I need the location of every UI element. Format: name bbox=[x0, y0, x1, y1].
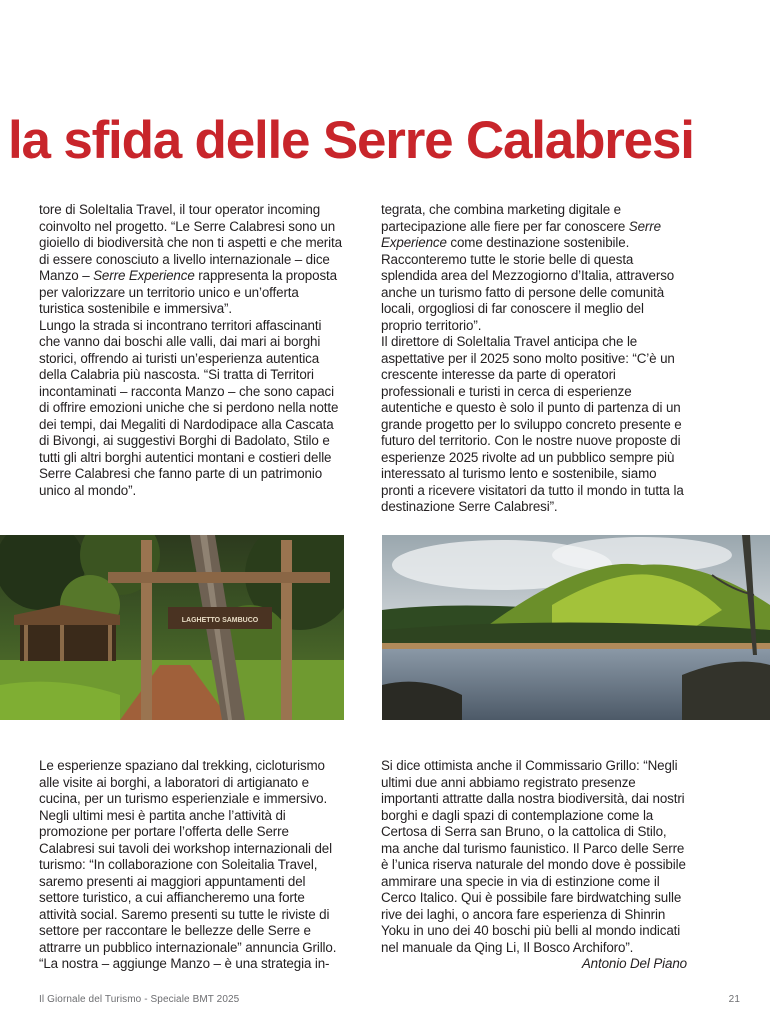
paragraph: Si dice ottimista anche il Commissario Grillo: “Negli ultimi due anni abbiamo registrato presenze importanti attratte dalla nostra biodiversità, dai nostri borghi e dagli spazi di contemplazione come la Certosa di Serra san Bruno, o la cattolica di Stilo, ma anche dal turismo faunistico. Il Parco delle Serre è l’unica riserva naturale del mondo dove è possibile ammirare una specie in via di estinzione come il Cerco Italico. Qui è possibile fare birdwatching sulle rive dei laghi, o ancora fare esperienza di Shinrin Yoku in uno dei 40 boschi più belli al mondo indicati nel manuale da Qing Li, Il Bosco Archiforo”. bbox=[381, 758, 686, 955]
text-run: tore di SoleItalia Travel, il tour operator incoming coinvolto nel progetto. “Le Serre Calabresi sono un gioiello di biodiversità che non ti aspetti e che merita di essere conosciuto a livello internazionale – dice Manzo – bbox=[39, 202, 342, 283]
text-run: rappresenta la proposta per valorizzare un territorio unico e un’offerta turistica sostenibile e immersiva”. bbox=[39, 268, 337, 316]
lake-landscape-illustration bbox=[382, 535, 770, 720]
text-run: tegrata, che combina marketing digitale e partecipazione alle fiere per far conoscere bbox=[381, 202, 629, 234]
paragraph: Lungo la strada si incontrano territori affascinanti che vanno dai boschi alle valli, dai mari ai borghi storici, offrendo ai turisti un’esperienza autentica della Calabria più nascosta. “Si tratta di Territori incontaminati – racconta Manzo – che sono capaci di offrire emozioni uniche che si perdono nella notte dei tempi, dai Megaliti di Nardodipace alla Cascata di Bivongi, ai suggestivi Borghi di Badolato, Stilo e tutti gli altri borghi autentici montani e costieri delle Serre Calabresi che fanno parte di un patrimonio unico al mondo”. bbox=[39, 317, 339, 498]
trail-sign-text: LAGHETTO SAMBUCO bbox=[181, 617, 259, 624]
text-run: come destinazione sostenibile. Racconteremo tutte le storie belle di questa splendida area del Mezzogiorno d’Italia, attraverso anche un turismo fatto di persone delle comunità locali, orgogliosi di far conoscere il meglio del proprio territorio”. bbox=[381, 235, 675, 333]
paragraph: Le esperienze spaziano dal trekking, cicloturismo alle visite ai borghi, a laboratori di artigianato e cucina, per un turismo esperienziale e immersivo. bbox=[39, 758, 328, 806]
paragraph bbox=[381, 202, 687, 334]
lake-landscape-photo bbox=[382, 535, 770, 720]
column-bottom-right bbox=[381, 758, 687, 973]
forest-trail-photo bbox=[0, 535, 344, 720]
page-number: 21 bbox=[728, 994, 740, 1005]
author-signature: Antonio Del Piano bbox=[581, 956, 687, 971]
paragraph: Negli ultimi mesi è partita anche l’attività di promozione per portare l’offerta delle Serre Calabresi sui tavoli dei workshop internazionali del turismo: “In collaborazione con Soleitalia Travel, saremo presenti ai maggiori appuntamenti del settore turistico, a cui affiancheremo una forte attività social. Saremo presenti su tutte le riviste di settore per raccontare le bellezze delle Serre e attrarre un pubblico internazionale” annuncia Grillo. bbox=[39, 807, 337, 955]
column-bottom-left bbox=[39, 758, 345, 973]
paragraph: “La nostra – aggiunge Manzo – è una strategia in- bbox=[39, 956, 330, 971]
column-top-left bbox=[39, 202, 345, 499]
article-headline: la sfida delle Serre Calabresi bbox=[8, 111, 694, 170]
emphasis-serre-experience: Serre Experience bbox=[381, 218, 661, 250]
footer-publication: Il Giornale del Turismo - Speciale BMT 2025 bbox=[39, 994, 240, 1005]
forest-trail-illustration bbox=[0, 535, 344, 720]
paragraph bbox=[39, 202, 345, 318]
paragraph: Il direttore di SoleItalia Travel anticipa che le aspettative per il 2025 sono molto positive: “C’è un crescente interesse da parte di operatori professionali e turisti in cerca di esperienze autentiche e questo è solo il punto di partenza di un grande progetto per lo sviluppo concreto presente e futuro del territorio. Con le nostre nuove proposte di esperienze 2025 rivolte ad un pubblico sempre più interessato al turismo lento e sostenibile, siamo pronti a ricevere visitatori da tutto il mondo in tutta la destinazione Serre Calabresi”. bbox=[381, 334, 684, 514]
column-top-right bbox=[381, 202, 687, 516]
emphasis-serre-experience: Serre Experience bbox=[93, 268, 195, 283]
